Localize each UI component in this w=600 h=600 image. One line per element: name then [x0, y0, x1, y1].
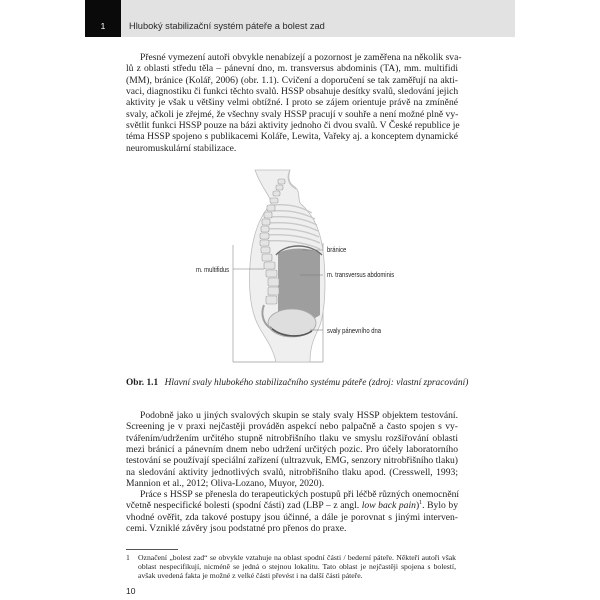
text-line: na sledování aktivity jednotlivých svalů, nitrobřišního tlaku apod. (Cresswell, 1993; [126, 466, 458, 478]
text-line: mezi bránicí a pánevním dnem nebo udržení určitých pozic. Pro účely laboratorního [126, 444, 458, 456]
label-multifidus: m. multifidus [196, 265, 230, 274]
paragraph-3 [126, 489, 458, 534]
text-line: cemi. Vzniklé závěry jsou podstatné pro přenos do praxe. [126, 523, 347, 535]
text-line: Práce s HSSP se přenesla do terapeutických postupů při léčbě různých onemocnění [140, 489, 460, 500]
footnote-number: 1 [126, 553, 130, 562]
footnote-line: avšak uvedená fakta je možné z velké části převést i na další části páteře. [138, 571, 363, 581]
anatomy-figure [160, 165, 420, 365]
text-line: vaci, diagnostiku či funkci těchto svalů. HSSP obsahuje desítky svalů, sledování jejich [126, 86, 459, 98]
text-line: lů z oblasti středu těla – pánevní dno, m. transversus abdominis (TA), mm. multifidi [126, 63, 458, 75]
caption-text: Hlavní svaly hlubokého stabilizačního systému páteře (zdroj: vlastní zpracování) [164, 378, 469, 388]
text-span: . Bylo by [422, 500, 458, 512]
text-line: Screening je v praxi nejčastěji prováděn aspekcí nebo palpačně a často spojen s vy- [126, 421, 458, 433]
text-line: Podobně jako u jiných svalových skupin se staly svaly HSSP objektem testování. [140, 410, 458, 421]
text-line: neuromuskulární stabilizace. [126, 142, 237, 154]
page-number: 10 [126, 586, 136, 596]
text-line: Přesné vymezení autoři obvykle nenabízejí a pozornost je zaměřena na několik sva- [140, 52, 462, 63]
label-transversus-abdominis: m. transversus abdominis [327, 270, 395, 279]
text-span: ) [415, 500, 420, 512]
footnote-ref[interactable]: 1 [419, 500, 423, 507]
label-diaphragm: bránice [327, 245, 347, 254]
text-line: svaly, ačkoli je zřejmé, že všechny svaly HSSP pracují v souhře a není možné plně vy- [126, 108, 459, 120]
chapter-number: 1 [100, 21, 106, 31]
footnote-line: Označení „bolest zad“ se obvykle vztahuje na oblast spodní části / bederní páteře. Někteří autoři však [138, 553, 456, 562]
footnote-line: oblast nespecifikují, nicméně se jedná o stejnou lokalitu. Tato oblast je nejčastěji spojena s bolestí, [138, 562, 456, 572]
footnote [126, 553, 456, 581]
paragraph-2 [126, 410, 458, 489]
text-line: světlit funkci HSSP pouze na bázi aktivity jednoho či dvou svalů. V České republice je [126, 120, 460, 132]
text-line: (MM), bránice (Kolář, 2006) (obr. 1.1). Cvičení a doporučení se tak zaměřují na akti- [126, 74, 458, 86]
text-span: včetně nespecifické bolesti (spodní části) zad (LBP – z angl. [126, 500, 362, 512]
footnote-rule [126, 549, 178, 550]
text-line: testování se používají speciální zařízení (ultrazvuk, EMG, senzory nitrobřišního tlaku) [126, 455, 458, 467]
chapter-number-box [85, 0, 121, 37]
text-line: vhodné ověřit, zda takové postupy jsou účinné, a dále je porovnat s jinými interven- [126, 511, 458, 523]
paragraph-1 [126, 52, 462, 154]
figure-caption [126, 378, 468, 388]
text-line: tvářením/udržením určitého stupně nitrobřišního tlaku ve smyslu rozšiřování oblasti [126, 432, 458, 444]
text-line: Mannion et al., 2012; Oliva-Lozano, Muyor, 2020). [126, 478, 325, 490]
caption-number: Obr. 1.1 [126, 378, 159, 388]
text-line: téma HSSP spojeno s publikacemi Koláře, Lewita, Vařeky aj. a konceptem dynamické [126, 131, 458, 143]
label-pelvic-floor: svaly pánevního dna [327, 326, 382, 335]
running-header [121, 0, 515, 37]
italic-term: low back pain [361, 500, 416, 512]
text-line [126, 500, 458, 511]
text-line: aktivity je však u většiny velmi obtížné. I proto se zájem orientuje právě na zmíněné [126, 97, 458, 109]
chapter-title: Hluboký stabilizační systém páteře a bolest zad [129, 21, 325, 31]
